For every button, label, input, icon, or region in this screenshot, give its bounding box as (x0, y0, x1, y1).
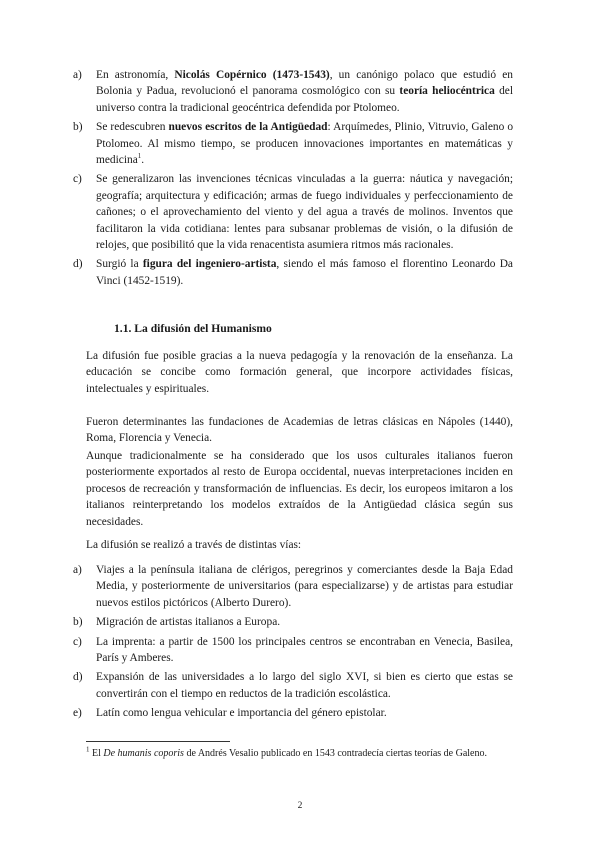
list-item: d) Expansión de las universidades a lo largo del siglo XVI, si bien es cierto que estas se convertirán con el tiempo en reductos de la tradición escolástica. (73, 671, 513, 700)
section-heading: 1.1. La difusión del Humanismo (114, 322, 272, 335)
list-item: a) En astronomía, Nicolás Copérnico (1473-1543), un canónigo polaco que estudió en Bolonia y Padua, revolucionó el panorama cosmológico con su teoría heliocéntrica del universo contra la tradicional geocéntrica defendida por Ptolomeo. (73, 69, 514, 114)
list-item: b) Se redescubren nuevos escritos de la Antigüedad: Arquímedes, Plinio, Vitruvio, Galeno o Ptolomeo. Al mismo tiempo, se producen innovaciones importantes en matemáticas y medicina$^1$. (73, 121, 514, 167)
list-marker: a) (73, 564, 82, 576)
bold-term: teoría heliocéntrica (399, 85, 495, 98)
paragraph: La difusión fue posible gracias a la nueva pedagogía y la renovación de la enseñanza. La educación se concibe como formación general, que incorpore actividades físicas, intelectuales y espirituales. (86, 350, 513, 395)
list-marker: e) (73, 707, 82, 720)
list-item: a) Viajes a la península italiana de clérigos, peregrinos y comerciantes desde la Baja Edad Media, y posteriormente de universitarios (para especializarse) y de artistas para estudiar nuevos estilos pictóricos (Alberto Durero). (73, 564, 513, 609)
list-item: c) Se generalizaron las invenciones técnicas vinculadas a la guerra: náutica y navegación; geografía; arquitectura y edificación; armas de fuego individuales y perfeccionamiento de cañones; o el aprovechamiento del viento y del agua a través de molinos. Inventos que facilitaron la vida cotidiana: lentes para subsanar problemas de visión, o la difusión de relojes, que posibilitó que la vida renacentista asumiera ritmos más racionales. (73, 173, 513, 252)
innovations-list (73, 67, 514, 292)
list-marker: d) (73, 258, 83, 271)
footnote-number: 1 (86, 745, 90, 754)
list-marker: c) (73, 635, 82, 648)
footnote: $^1$ El De humanis coporis de Andrés Vesalio publicado en 1543 contradecía ciertas teorías de Galeno. (86, 745, 487, 759)
paragraph: La difusión se realizó a través de distintas vías: (86, 539, 302, 551)
list-item: d) Surgió la figura del ingeniero-artista, siendo el más famoso el florentino Leonardo Da Vinci (1452-1519). (73, 258, 513, 287)
list-item: b) Migración de artistas italianos a Europa. (96, 614, 513, 630)
list-item: e) Latín como lengua vehicular e importancia del género epistolar. (96, 705, 513, 721)
paragraph: Aunque tradicionalmente se ha considerado que los usos culturales italianos fueron posteriormente exportados al resto de Europa occidental, nuevas interpretaciones inciden en procesos de recreación y transformación de influencias. Es decir, los europeos imitaron a los italianos reinterpretando los modelos extraídos de la Antigüedad clásica según sus necesidades. (86, 450, 513, 528)
list-marker: c) (73, 173, 82, 186)
list-marker: d) (73, 671, 83, 684)
bold-term: nuevos escritos de la Antigüedad (168, 121, 328, 134)
diffusion-ways-list (73, 562, 513, 725)
footnote-ref[interactable]: 1 (137, 152, 142, 161)
list-item: c) La imprenta: a partir de 1500 los principales centros se encontraban en Venecia, Basilea, París y Amberes. (73, 635, 513, 665)
bold-term: Nicolás Copérnico (1473-1543) (174, 69, 330, 81)
page-number: 2 (297, 801, 303, 811)
paragraph: Fueron determinantes las fundaciones de Academias de letras clásicas en Nápoles (1440), Roma, Florencia y Venecia. (86, 416, 513, 445)
list-marker: a) (73, 69, 82, 81)
list-marker: b) (73, 616, 83, 629)
list-marker: b) (73, 121, 83, 134)
footnote-separator (86, 741, 230, 742)
bold-term: figura del ingeniero-artista (142, 258, 277, 271)
book-title: De humanis coporis (103, 748, 184, 759)
